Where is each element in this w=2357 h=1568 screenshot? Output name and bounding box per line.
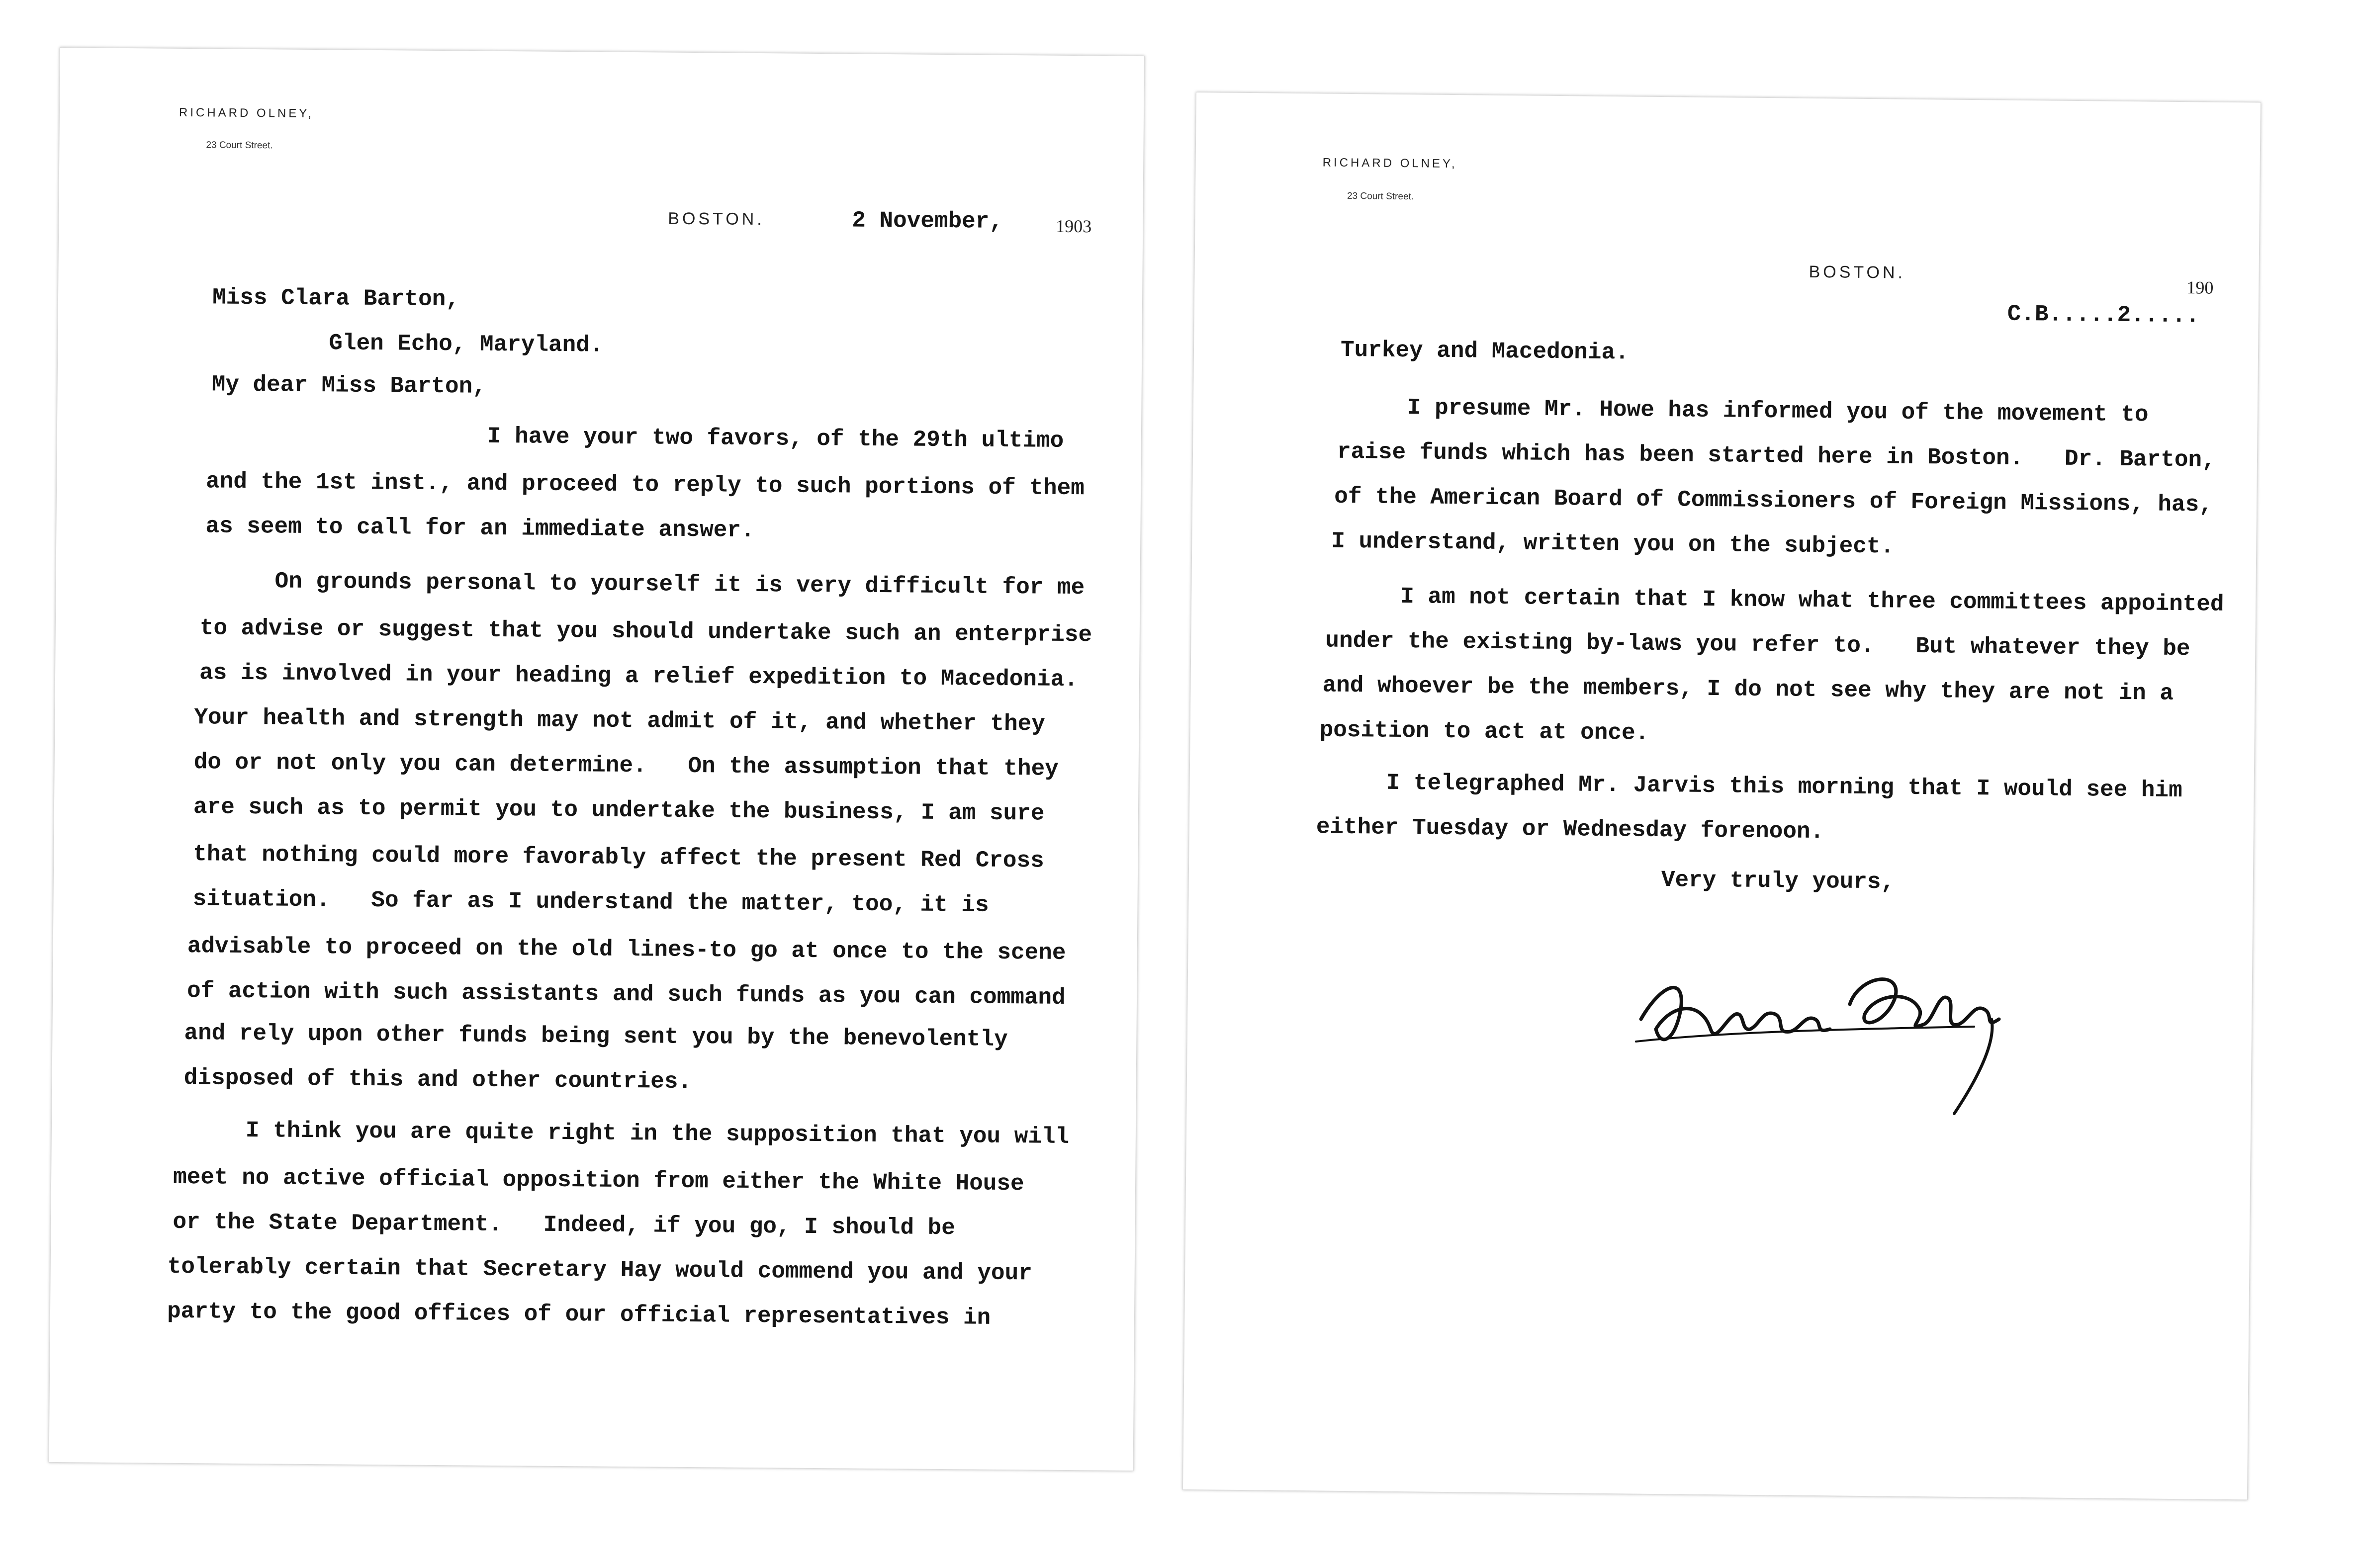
letter-page-2 (1182, 92, 2261, 1500)
body-line: do or not only you can determine. On the assumption that they (193, 749, 1059, 782)
body-line: On grounds personal to yourself it is very difficult for me (274, 568, 1085, 601)
body-line: under the existing by-laws you refer to. But whatever they be (1325, 627, 2190, 662)
letterhead-address: 23 Court Street. (206, 140, 273, 151)
body-line: disposed of this and other countries. (183, 1065, 692, 1095)
letter-page-1 (49, 47, 1145, 1471)
letter-year: 1903 (1056, 216, 1092, 237)
signature-image (1626, 945, 2034, 1124)
salutation-name: Miss Clara Barton, (212, 284, 460, 313)
body-line: as is involved in your heading a relief expedition to Macedonia. (199, 660, 1078, 693)
body-line: party to the good offices of our official representatives in (167, 1298, 991, 1331)
body-line: raise funds which has been started here in Boston. Dr. Barton, (1337, 438, 2216, 473)
letterhead-address: 23 Court Street. (1347, 190, 1414, 202)
body-line: I have your two favors, of the 29th ultimo (487, 423, 1064, 454)
salutation: My dear Miss Barton, (211, 371, 486, 400)
body-line: situation. So far as I understand the matter, too, it is (192, 886, 989, 918)
letterhead-city: BOSTON. (668, 209, 765, 229)
body-line: and whoever be the members, I do not see why they are not in a (1322, 672, 2174, 706)
page-marker: C.B.....2..... (2007, 301, 2200, 329)
body-line: as seem to call for an immediate answer. (205, 513, 755, 544)
body-line: or the State Department. Indeed, if you go, I should be (173, 1209, 956, 1241)
body-line: of the American Board of Commissioners of Foreign Missions, has, (1334, 483, 2213, 518)
body-line: that nothing could more favorably affect the present Red Cross (193, 841, 1044, 874)
body-line: I am not certain that I know what three committees appointed (1400, 583, 2224, 617)
body-line: position to act at once. (1319, 717, 1649, 746)
body-line: either Tuesday or Wednesday forenoon. (1316, 814, 1824, 845)
letterhead-city: BOSTON. (1809, 262, 1906, 282)
body-line: and the 1st inst., and proceed to reply to such portions of them (205, 468, 1085, 502)
letterhead-name: RICHARD OLNEY, (1322, 156, 1457, 171)
body-line: to advise or suggest that you should undertake such an enterprise (199, 615, 1092, 648)
letter-date: 2 November, (852, 207, 1003, 235)
body-line: I understand, written you on the subject. (1331, 528, 1895, 560)
closing: Very truly yours, (1661, 867, 1895, 895)
body-line: Your health and strength may not admit of it, and whether they (194, 704, 1046, 737)
body-line: I presume Mr. Howe has informed you of the movement to (1407, 395, 2149, 428)
body-line: Turkey and Macedonia. (1340, 337, 1629, 366)
body-line: of action with such assistants and such funds as you can command (186, 978, 1066, 1011)
letterhead-name: RICHARD OLNEY, (179, 105, 314, 121)
body-line: I telegraphed Mr. Jarvis this morning that I would see him (1386, 770, 2182, 804)
body-line: I think you are quite right in the supposition that you will (245, 1118, 1070, 1150)
body-line: and rely upon other funds being sent you by the benevolently (184, 1020, 1008, 1053)
body-line: tolerably certain that Secretary Hay would commend you and your (167, 1253, 1032, 1287)
body-line: advisable to proceed on the old lines-to go at once to the scene (187, 933, 1066, 966)
letter-year: 190 (2186, 277, 2214, 298)
body-line: meet no active official opposition from either the White House (173, 1164, 1024, 1197)
recipient-address: Glen Echo, Maryland. (329, 330, 604, 358)
body-line: are such as to permit you to undertake the business, I am sure (193, 794, 1045, 827)
